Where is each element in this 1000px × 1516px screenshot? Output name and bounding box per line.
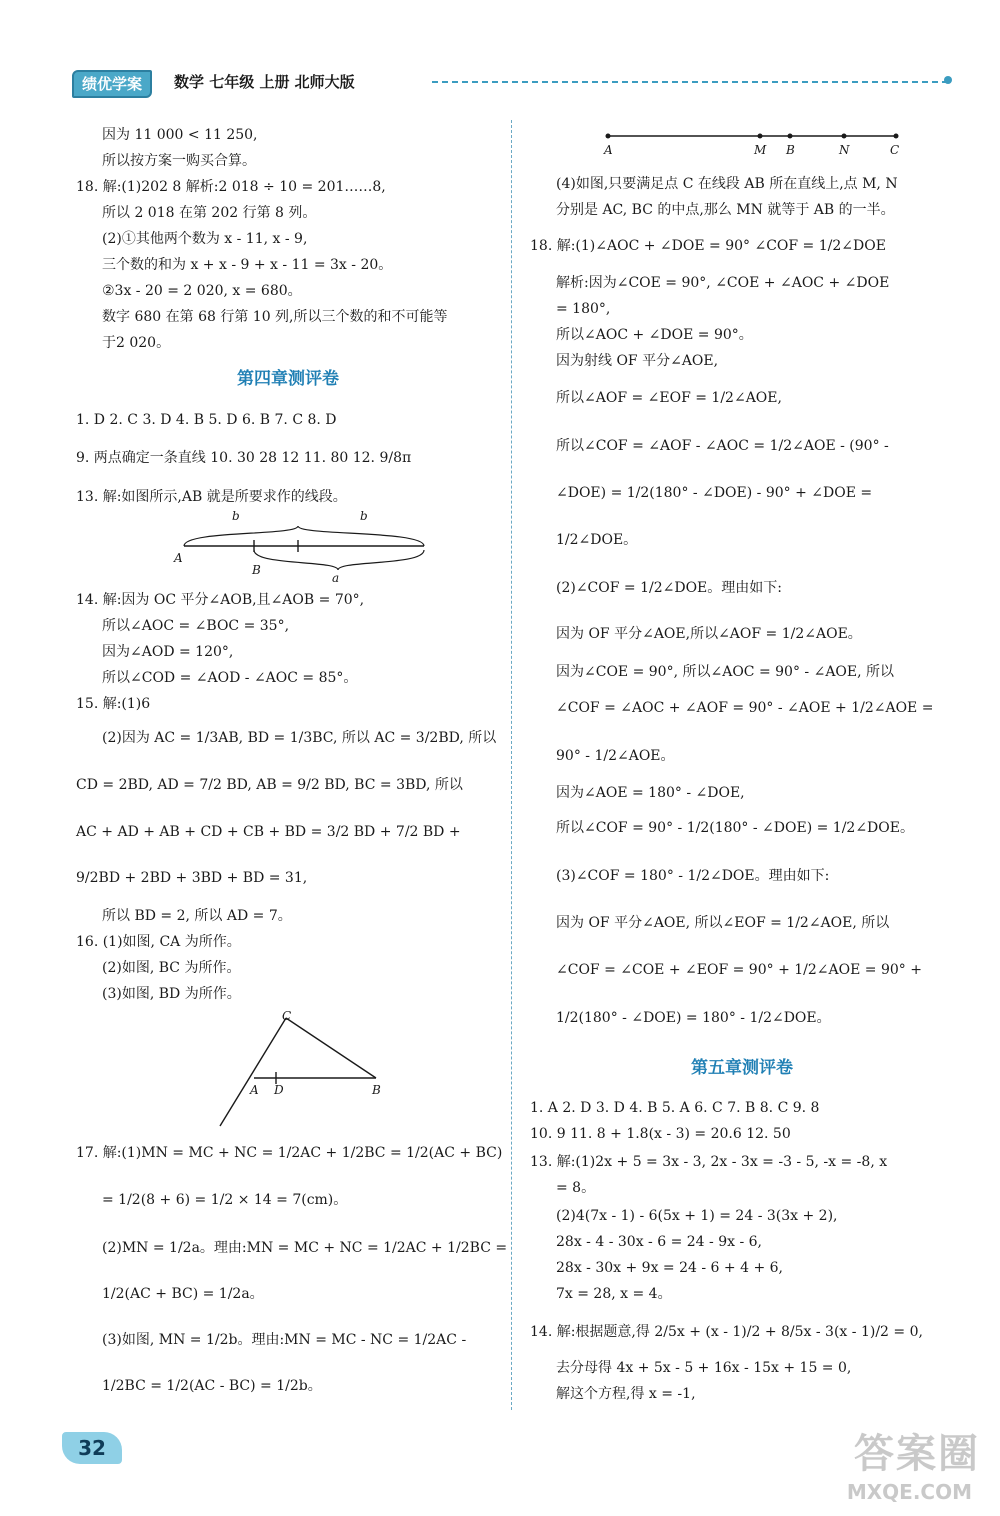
page-number: 32 bbox=[62, 1432, 122, 1464]
text-line: 15. 解:(1)6 bbox=[76, 696, 151, 712]
text-line: 因为 OF 平分∠AOE, 所以∠EOF = 1/2∠AOE, 所以 bbox=[556, 915, 890, 931]
header-rule-dot bbox=[944, 76, 952, 84]
text-line: 解析:因为∠COE = 90°, ∠COE + ∠AOC + ∠DOE bbox=[556, 275, 890, 291]
text-line: CD = 2BD, AD = 7/2 BD, AB = 9/2 BD, BC = 3BD, 所以 bbox=[76, 777, 463, 793]
fig13-label-b1: b bbox=[232, 509, 240, 523]
answer-line: 1. A 2. D 3. D 4. B 5. A 6. C 7. B 8. C 9. 8 bbox=[530, 1100, 820, 1116]
answer-line: 9. 两点确定一条直线 10. 30 28 12 11. 80 12. 9/8π bbox=[76, 450, 412, 466]
text-line: 解这个方程,得 x = -1, bbox=[556, 1386, 696, 1402]
text-line: (4)如图,只要满足点 C 在线段 AB 所在直线上,点 M, N bbox=[556, 176, 898, 192]
text-line: 18. 解:(1)202 8 解析:2 018 ÷ 10 = 201……8, bbox=[76, 179, 386, 195]
text-line: (2)MN = 1/2a。理由:MN = MC + NC = 1/2AC + 1/2BC = bbox=[102, 1240, 508, 1256]
text-line: 因为 11 000 < 11 250, bbox=[102, 127, 258, 143]
text-line: 13. 解:(1)2x + 5 = 3x - 3, 2x - 3x = -3 - 5, -x = -8, x bbox=[530, 1154, 888, 1170]
watermark-logo: 答案圈 bbox=[854, 1431, 980, 1477]
text-line: 28x - 30x + 9x = 24 - 6 + 4 + 6, bbox=[556, 1260, 783, 1276]
figure-16-triangle bbox=[212, 1006, 392, 1136]
text-line: 16. (1)如图, CA 为所作。 bbox=[76, 934, 241, 950]
text-line: 28x - 4 - 30x - 6 = 24 - 9x - 6, bbox=[556, 1234, 762, 1250]
text-line: 数字 680 在第 68 行第 10 列,所以三个数的和不可能等 bbox=[102, 309, 448, 325]
figure-13-segment bbox=[172, 506, 432, 586]
text-line: 90° - 1/2∠AOE。 bbox=[556, 748, 675, 764]
text-line: 18. 解:(1)∠AOC + ∠DOE = 90° ∠COF = 1/2∠DOE bbox=[530, 238, 886, 254]
section-title-ch4: 第四章测评卷 bbox=[237, 369, 339, 389]
fig16-label-D: D bbox=[274, 1083, 284, 1097]
fig-label-M: M bbox=[754, 143, 767, 157]
fig13-label-a: a bbox=[332, 571, 340, 585]
text-line: (2)4(7x - 1) - 6(5x + 1) = 24 - 3(3x + 2), bbox=[556, 1208, 838, 1224]
text-line: 所以∠COD = ∠AOD - ∠AOC = 85°。 bbox=[102, 670, 358, 686]
text-line: 因为∠AOD = 120°, bbox=[102, 644, 234, 660]
text-line: 所以按方案一购买合算。 bbox=[102, 153, 256, 169]
book-title: 数学 七年级 上册 北师大版 bbox=[174, 73, 355, 91]
text-line: 9/2BD + 2BD + 3BD + BD = 31, bbox=[76, 870, 308, 886]
fig-label-C: C bbox=[890, 143, 900, 157]
text-line: 因为 OF 平分∠AOE,所以∠AOF = 1/2∠AOE。 bbox=[556, 626, 862, 642]
text-line: 1/2(AC + BC) = 1/2a。 bbox=[102, 1286, 264, 1302]
text-line: 所以∠AOC = ∠BOC = 35°, bbox=[102, 618, 290, 634]
header-rule bbox=[432, 81, 948, 83]
text-line: (2)①其他两个数为 x - 11, x - 9, bbox=[102, 231, 308, 247]
text-line: 于2 020。 bbox=[102, 335, 171, 351]
fig-label-A: A bbox=[604, 143, 613, 157]
fig-label-B: B bbox=[786, 143, 795, 157]
text-line: (2)∠COF = 1/2∠DOE。理由如下: bbox=[556, 580, 782, 596]
text-line: 三个数的和为 x + x - 9 + x - 11 = 3x - 20。 bbox=[102, 257, 393, 273]
text-line: = 180°, bbox=[556, 301, 611, 317]
text-line: 14. 解:因为 OC 平分∠AOB,且∠AOB = 70°, bbox=[76, 592, 365, 608]
answer-line: 13. 解:如图所示,AB 就是所要求作的线段。 bbox=[76, 489, 347, 505]
answer-line: 1. D 2. C 3. D 4. B 5. D 6. B 7. C 8. D bbox=[76, 412, 337, 428]
text-line: 17. 解:(1)MN = MC + NC = 1/2AC + 1/2BC = 1/2(AC + BC) bbox=[76, 1145, 503, 1161]
column-divider bbox=[511, 120, 512, 1410]
text-line: 所以 BD = 2, 所以 AD = 7。 bbox=[102, 908, 292, 924]
text-line: 所以∠AOC + ∠DOE = 90°。 bbox=[556, 327, 753, 343]
watermark-url: MXQE.COM bbox=[846, 1480, 972, 1504]
fig13-label-b2: b bbox=[360, 509, 368, 523]
fig16-label-B: B bbox=[372, 1083, 381, 1097]
text-line: (3)如图, BD 为所作。 bbox=[102, 986, 241, 1002]
text-line: 1/2∠DOE。 bbox=[556, 532, 638, 548]
text-line: 所以∠COF = 90° - 1/2(180° - ∠DOE) = 1/2∠DOE。 bbox=[556, 820, 914, 836]
brand-badge: 绩优学案 bbox=[72, 70, 152, 98]
text-line: = 8。 bbox=[556, 1180, 596, 1196]
text-line: AC + AD + AB + CD + CB + BD = 3/2 BD + 7/2 BD + bbox=[76, 824, 461, 840]
text-line: ②3x - 20 = 2 020, x = 680。 bbox=[102, 283, 302, 299]
text-line: 所以∠AOF = ∠EOF = 1/2∠AOE, bbox=[556, 390, 782, 406]
fig16-label-A: A bbox=[250, 1083, 259, 1097]
fig16-label-C: C bbox=[282, 1009, 292, 1023]
text-line: ∠COF = ∠COE + ∠EOF = 90° + 1/2∠AOE = 90° + bbox=[556, 962, 922, 978]
text-line: 因为射线 OF 平分∠AOE, bbox=[556, 353, 719, 369]
text-line: (3)∠COF = 180° - 1/2∠DOE。理由如下: bbox=[556, 868, 830, 884]
text-line: 所以 2 018 在第 202 行第 8 列。 bbox=[102, 205, 317, 221]
text-line: 去分母得 4x + 5x - 5 + 16x - 15x + 15 = 0, bbox=[556, 1360, 852, 1376]
section-title-ch5: 第五章测评卷 bbox=[691, 1058, 793, 1078]
fig13-label-B: B bbox=[252, 563, 261, 577]
text-line: 因为∠COE = 90°, 所以∠AOC = 90° - ∠AOE, 所以 bbox=[556, 664, 895, 680]
text-line: 7x = 28, x = 4。 bbox=[556, 1286, 672, 1302]
text-line: 1/2BC = 1/2(AC - BC) = 1/2b。 bbox=[102, 1378, 322, 1394]
text-line: (3)如图, MN = 1/2b。理由:MN = MC - NC = 1/2AC - bbox=[102, 1332, 467, 1348]
page-header bbox=[72, 68, 952, 98]
text-line: ∠COF = ∠AOC + ∠AOF = 90° - ∠AOE + 1/2∠AOE = bbox=[556, 700, 934, 716]
text-line: 1/2(180° - ∠DOE) = 180° - 1/2∠DOE。 bbox=[556, 1010, 831, 1026]
fig13-label-A: A bbox=[174, 551, 183, 565]
text-line: 分别是 AC, BC 的中点,那么 MN 就等于 AB 的一半。 bbox=[556, 202, 895, 218]
answer-line: 10. 9 11. 8 + 1.8(x - 3) = 20.6 12. 50 bbox=[530, 1126, 791, 1142]
text-line: = 1/2(8 + 6) = 1/2 × 14 = 7(cm)。 bbox=[102, 1192, 348, 1208]
text-line: 14. 解:根据题意,得 2/5x + (x - 1)/2 + 8/5x - 3(x - 1)/2 = 0, bbox=[530, 1324, 923, 1340]
text-line: ∠DOE) = 1/2(180° - ∠DOE) - 90° + ∠DOE = bbox=[556, 485, 873, 501]
figure-segment-AMBNC bbox=[600, 124, 900, 158]
fig-label-N: N bbox=[839, 143, 850, 157]
text-line: (2)如图, BC 为所作。 bbox=[102, 960, 241, 976]
text-line: (2)因为 AC = 1/3AB, BD = 1/3BC, 所以 AC = 3/2BD, 所以 bbox=[102, 730, 497, 746]
text-line: 所以∠COF = ∠AOF - ∠AOC = 1/2∠AOE - (90° - bbox=[556, 438, 889, 454]
text-line: 因为∠AOE = 180° - ∠DOE, bbox=[556, 785, 745, 801]
